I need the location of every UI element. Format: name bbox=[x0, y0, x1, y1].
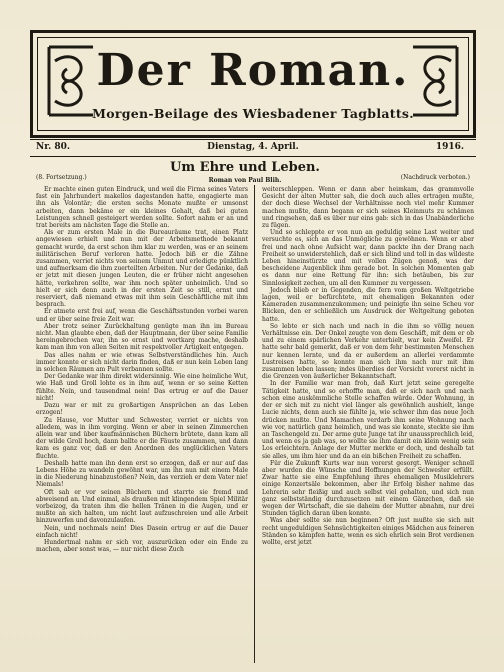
paragraph: So lebte er sich nach und nach in die ihm so völlig neuen Verhältnisse ein. Der Onkel zeugte von dem Geschäft, mit dem er ob und zu einem spärlichen Verkehr unterhielt, war kein Zweifel. Er hatte sehr bald gemerkt, daß er von dem fehr bestimmten Menschen nur kennen lernte, und da er außerdem an allerlei verdammte Lustreisen hatte, so konnte man sich ihm nach nur mit ihm zusammen leben lassen; indes überdies der Vorsicht vorerst nicht in die Grenzen von äußerlicher Bekanntschaft. bbox=[262, 322, 474, 381]
paragraph: In der Familie war man froh, daß Kurt jetzt seine geregelte Tätigkeit hatte, und so erhoffte man, daß er sich nach und nach schon eine auskömmliche Stelle schaffen würde. Oder Wohnung, in der er sich mit zu nicht viel länger als gewöhnlich aushielt, lange Lucie nichts, denn auch sie fühlte ja, wie schwer ihm das neue Joch drücken mußte. Und Mamachen verdarb ihm seine Wohnung nach wie vor, natürlich ganz heimlich, und was sie konnte, steckte sie ihm an Taschengeld zu. Der arme gute Junge tat ihr unaussprechlich leid, und wenn es ja gab was, so wollte sie ihm damit ein klein wenig sein Los erleichtern. Anlage der Mutter merkte er doch, und deshalb tat sie alles, um ihm hier und da an ein bißchen Freiheit zu schaffen. bbox=[262, 380, 474, 460]
info-rule bbox=[30, 156, 476, 157]
column-divider bbox=[254, 185, 255, 663]
issue-number: Nr. 80. bbox=[36, 142, 71, 152]
top-rule bbox=[30, 139, 476, 140]
text-column-left bbox=[36, 186, 248, 662]
paragraph: Das alles nahm er wie etwas Selbstverständliches hin. Auch immer konnte er sich nicht darin finden, daß er nun kein Leben lang in solchen Räumen am Pult verbannen sollte. bbox=[36, 351, 248, 374]
paragraph: Als er zum ersten Male in die Bureauräume trat, einen Platz angewiesen erhielt und nun mit der Arbeitsmethode bekannt gemacht wurde, da erst schon ihm klar zu werden, was er an seinem militärischen Beruf verloren hatte. Jedoch biß er die Zähne zusammen, verriet nichts von seinem Unmut und erledigte pünktlich und aufmerksam die ihm zuerteilten Arbeiten. Nur der Gedanke, daß er jetzt mit diesen jungen Leuten, die er früher nicht angesehen hätte, verkehren sollte, war ihm noch später unheimlich. Und so hielt er sich denn auch in der ersten Zeit so still, ernst und reserviert, daß niemand etwas mit ihm sein Geschäftliche mit ihm besprach. bbox=[36, 229, 248, 309]
paragraph: Er atmete erst frei auf, wenn die Geschäftsstunden vorbei waren und er über seine freie Zeit war. bbox=[36, 308, 248, 323]
paragraph: Zu Hause, vor Mutter und Schwester, verriet er nichts von alledem, was in ihm vorging. Wenn er aber in seinen Zimmerchen allein war und über kaufmännischen Büchern brütete, dann kam all der wilde Groll hoch, dann ballte er die Fäuste zusammen, und dann kam es ganz vor, daß er den Anordnen des unglücklichen Vaters fluchte. bbox=[36, 416, 248, 460]
paragraph: Und so schleppte er von nun an geduldig seine Last weiter und versuchte es, sich an das Unmögliche zu gewöhnen. Wenn er aber frei und nach ohne Aufsicht war, dann packte ihn der Drang nach Freiheit so unwiderstehlich, daß er sich blind und toll in das wildeste Leben hineinstürzte und mit vollen Zügen genoß, was der bescheidene Augenblick ihm gerade bot. In solchen Momenten gab es dann nur eine Rettung für ihn: sich betäuben, bis zur Sinnlosigkeit zechen, um all den Kummer zu vergessen. bbox=[262, 229, 474, 287]
paragraph: Deshalb hatte man ihn denn erst so erzogen, daß er nur auf das Lebens Höhe zu wandeln gewöhnt war, um ihn nun mit einem Male in die Niederung hinabzustoßen? Nein, das verzieh er dem Vater nie! Niemals! bbox=[36, 459, 248, 489]
continuation-note: (8. Fortsetzung.) bbox=[36, 174, 87, 181]
issue-info-bar bbox=[30, 138, 476, 156]
paragraph: Für die Zukunft Kurts war nun vorerst gesorgt. Weniger schnell aber wurden die Wünsche und Hoffnungen der Schwester erfüllt. Zwar hatte sie eine Empfehlung ihres ehemaligen Musiklehrers einige Konzertsäle bekommen, aber ihr Erfolg bisher nahme das Lehrerin sehr fleißig und auch selbst viel gehalten, und sich nun ganz selbstständig durchzusetzen mit einem Gänzchen, daß sie wegen der Wirtschaft, die sie daheim der Mutter abnahm, nur drei Stunden täglich daran üben konnte. bbox=[262, 459, 474, 518]
newspaper-title: Der Roman. bbox=[96, 45, 410, 96]
paragraph: Dazu war er mit zu großartigen Ansprüchen an das Leben erzogen! bbox=[36, 402, 248, 417]
paragraph: Was aber sollte sie nun beginnen? Oft just mußte sie sich mit recht ungeduldigen Sehnsüchtigkeiten einiges Mädchen aus feineren Ständen so kämpfen hatte, wenn es sich ehrlich sein Brot verdienen wollte, erst jetzt bbox=[262, 517, 474, 546]
paragraph: weiterschleppen. Wenn er dann aber heimkam, das grammvolle Gesicht der alten Mutter sah, die doch auch alles ertragen mußte, der doch diese Wechsel der Verhältnisse noch viel mehr Kummer machen mußte, dann begann er sich seines Kleinmuts zu schämen und ringsehen, daß es über nur eins gab: sich in das Unabänderliche zu fügen. bbox=[262, 186, 474, 230]
paragraph: Nein, und nochmals nein! Dies Dasein ertrug er auf die Dauer einfach nicht! bbox=[36, 524, 248, 539]
story-author: Roman von Paul Blih. bbox=[208, 177, 282, 184]
paragraph: Der Gedanke war ihm direkt widersinnig. Wie eine heimliche Wut, wie Haß und Groll lohte es in ihm auf, wenn er so seine Ketten fühlte. Nein, und tausendmal nein! Das ertrug er auf die Dauer nicht! bbox=[36, 373, 248, 402]
story-title: Um Ehre und Leben. bbox=[170, 160, 320, 175]
masthead bbox=[30, 30, 476, 138]
issue-year: 1916. bbox=[435, 142, 464, 152]
newspaper-subtitle: Morgen-Beilage des Wiesbadener Tagblatts. bbox=[92, 106, 414, 121]
paragraph: Er machte einen guten Eindruck, und weil die Firma seines Vaters fast ein Jahrhundert makellos dagestanden hatte, engagierte man ihn als Volontär; die ersten sechs Monate mußte er umsonst arbeiten, dann bekäme er ein kleines Gehalt, daß bei guten Leistungen schnell gesteigert werden sollte. Sofort nahm er an und trat bereits am nächsten Tage die Stelle an. bbox=[36, 186, 248, 230]
paragraph: Aber trotz seiner Zurückhaltung genügte man ihn im Bureau nicht. Man glaubte eben, daß der Hauptmann, der über seine Familie hereingebrochen war, ihn so ernst und wortkarg mache, deshalb kam man ihm von allen Seiten mit respektvoller Artigkeit entgegen. bbox=[36, 322, 248, 352]
paragraph: Jedoch blieb er in Gegenden, die fern vom großen Weltgetriebe lagen, weil er befürchtete, mit ehemaligen Bekannten oder Kameraden zusammenzukommen; und peinigte ihn seine Scheu vor Blicken, den er schließlich um Ausdruck der Weltgeltung geboten hatte. bbox=[262, 286, 474, 323]
issue-date: Dienstag, 4. April. bbox=[207, 142, 299, 152]
text-column-right bbox=[262, 186, 474, 662]
reprint-note: (Nachdruck verboten.) bbox=[400, 174, 470, 181]
paragraph: Oft sah er vor seinen Büchern und starrte sie fremd und abweisend an. Und einmal, als draußen mit klingendem Spiel Militär vorbeizog, da traten ihm die hellen Tränen in die Augen, und er mußte an sich halten, um nicht laut aufzuschreien und alle Arbeit hinzuwerfen und davonzulaufen. bbox=[36, 488, 248, 525]
paragraph: Hundertmal nahm er sich vor, auszurücken oder ein Ende zu machen, aber sonst was, — nur nicht diese Zuch bbox=[36, 538, 248, 554]
